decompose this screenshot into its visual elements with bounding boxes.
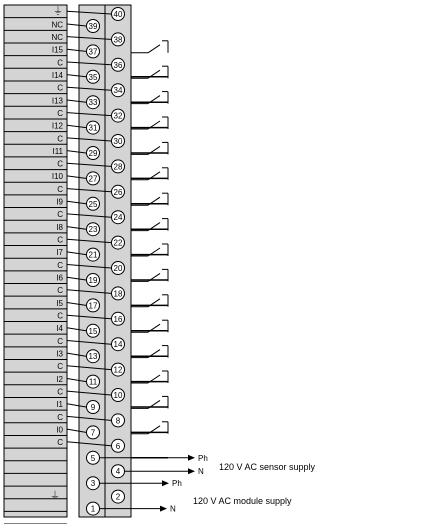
- row-label: I13: [51, 96, 63, 106]
- row-label: NC: [51, 20, 63, 30]
- terminal-number: 32: [113, 111, 123, 121]
- terminal-number: 17: [88, 301, 98, 311]
- terminal: [87, 324, 100, 337]
- row-label: I3: [56, 349, 63, 359]
- row-label: I15: [51, 45, 63, 55]
- terminal: [87, 248, 100, 261]
- terminal: [87, 451, 100, 464]
- row-label: C: [57, 184, 63, 194]
- terminal: [87, 299, 100, 312]
- terminal: [87, 70, 100, 83]
- terminal-number: 40: [113, 10, 123, 19]
- terminal-number: 1: [90, 504, 96, 514]
- row-label: I11: [52, 146, 63, 156]
- supply-line-label: Ph: [172, 479, 182, 489]
- terminal-number: 27: [88, 174, 98, 184]
- terminal-number: 16: [113, 314, 123, 324]
- terminal: [87, 45, 100, 58]
- terminal: [112, 135, 125, 148]
- ground-symbol: ⏚: [53, 6, 63, 18]
- terminal: [87, 121, 100, 134]
- terminal: [112, 33, 125, 46]
- terminal-number: 4: [115, 467, 121, 477]
- row-label: C: [57, 412, 63, 422]
- terminal-number: 33: [88, 98, 98, 108]
- terminal: [112, 439, 125, 452]
- row-label: C: [57, 260, 63, 270]
- terminal-number: 22: [113, 238, 123, 248]
- terminal-number: 35: [88, 72, 98, 82]
- terminal-number: 6: [115, 441, 121, 451]
- terminal-number: 3: [90, 479, 96, 489]
- row-label: I8: [56, 222, 63, 232]
- row-label: I9: [56, 197, 63, 207]
- row-label: C: [57, 362, 63, 372]
- terminal: [112, 84, 125, 97]
- row-label: I0: [56, 425, 63, 435]
- terminal-number: 12: [113, 365, 123, 375]
- terminal-number: 5: [90, 453, 96, 463]
- supply-line-label: N: [198, 467, 204, 477]
- supply-line-label: N: [170, 504, 176, 514]
- terminal: [87, 502, 100, 515]
- bottom-ground-label: ⏚: [50, 491, 60, 502]
- row-label: C: [57, 235, 63, 245]
- terminal: [87, 197, 100, 210]
- terminal-number: 28: [113, 162, 123, 172]
- terminal-number: 36: [113, 60, 123, 70]
- terminal: [112, 287, 125, 300]
- terminal-number: 37: [88, 47, 98, 57]
- row-label: C: [57, 134, 63, 144]
- terminal-number: 31: [88, 123, 98, 133]
- terminal: [87, 172, 100, 185]
- module-supply-label: 120 V AC module supply: [193, 496, 292, 506]
- row-label: C: [57, 58, 63, 68]
- row-label: I4: [56, 324, 63, 334]
- terminal-number: 39: [88, 22, 98, 31]
- terminal: [112, 414, 125, 427]
- terminal-number: 11: [88, 377, 98, 387]
- terminal-number: 38: [113, 35, 123, 45]
- terminal-number: 9: [90, 403, 96, 412]
- terminal: [112, 160, 125, 173]
- row-label: I5: [56, 298, 63, 308]
- terminal-number: 18: [113, 289, 123, 299]
- terminal: [112, 8, 125, 21]
- terminal: [112, 109, 125, 122]
- terminal-number: 24: [113, 213, 123, 223]
- terminal-number: 34: [113, 86, 123, 96]
- terminal-number: 7: [90, 428, 96, 438]
- row-label: C: [57, 311, 63, 321]
- terminal: [87, 401, 100, 414]
- row-label: I6: [56, 273, 63, 283]
- terminal-number: 10: [113, 391, 123, 400]
- row-label: I10: [51, 172, 63, 182]
- terminal: [112, 185, 125, 198]
- terminal: [87, 96, 100, 109]
- terminal: [112, 389, 125, 402]
- terminal: [112, 236, 125, 249]
- terminal: [87, 20, 100, 33]
- row-label: I1: [56, 400, 63, 410]
- terminal-number: 20: [113, 264, 123, 273]
- terminal: [112, 262, 125, 275]
- terminal-number: 29: [88, 149, 98, 158]
- terminal: [87, 375, 100, 388]
- terminal-number: 2: [115, 492, 121, 502]
- row-label: C: [57, 438, 63, 448]
- terminal-number: 21: [88, 250, 98, 260]
- terminal-number: 14: [113, 340, 123, 350]
- row-label: I14: [51, 70, 63, 80]
- row-label: C: [57, 336, 63, 346]
- terminal: [112, 465, 125, 478]
- terminal-number: 19: [88, 276, 98, 285]
- terminal-number: 30: [113, 137, 123, 146]
- row-label: C: [57, 83, 63, 93]
- row-label: C: [57, 387, 63, 397]
- terminal-number: 26: [113, 187, 123, 197]
- terminal: [87, 350, 100, 363]
- terminal-number: 13: [88, 352, 98, 362]
- terminal-number: 8: [115, 416, 121, 426]
- terminal: [87, 477, 100, 490]
- terminal: [87, 223, 100, 236]
- terminal-number: 25: [88, 199, 98, 209]
- terminal: [87, 147, 100, 160]
- terminal-number: 23: [88, 225, 98, 235]
- row-label: I12: [51, 121, 63, 131]
- terminal: [112, 363, 125, 376]
- row-label: C: [57, 210, 63, 220]
- row-label: C: [57, 108, 63, 118]
- terminal: [87, 274, 100, 287]
- terminal: [112, 211, 125, 224]
- terminal: [87, 426, 100, 439]
- terminal-number: 15: [88, 326, 98, 336]
- row-label: C: [57, 159, 63, 169]
- row-label: NC: [51, 32, 63, 42]
- bottom-ground: [50, 490, 60, 502]
- supply-line-label: Ph: [198, 453, 208, 463]
- row-label: I2: [56, 374, 63, 384]
- terminal: [112, 338, 125, 351]
- row-label: C: [57, 286, 63, 296]
- row-label: I7: [56, 248, 63, 258]
- terminal: [112, 312, 125, 325]
- sensor-supply-label: 120 V AC sensor supply: [219, 462, 316, 472]
- terminal-block: [79, 5, 131, 517]
- terminal: [112, 490, 125, 503]
- terminal: [112, 58, 125, 71]
